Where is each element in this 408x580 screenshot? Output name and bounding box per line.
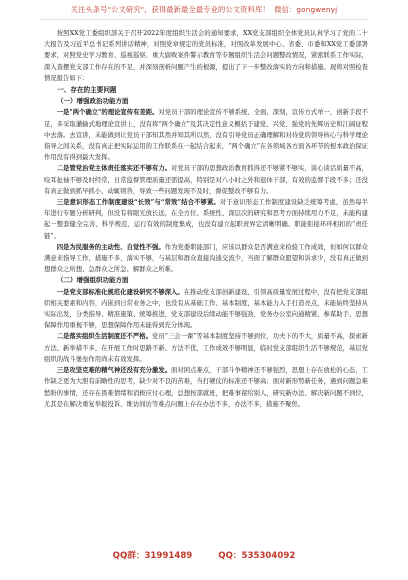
issue-lead: 一是党支部标准化规范化建设研究不够深入。 [56, 288, 184, 296]
document-body [44, 28, 368, 410]
issue-body: 对党员干部的思想政治教育抓得还不够紧不够实，谈心谈话质量不高，咬耳扯袖不够及时经常，日常监督管理质量还需提高，特别是对八小时之外和退休干部，有效的监督手段不多；还没有真正做到抓早抓小、动辄则咎，导致一些问题发现不及时，督促整改不够有力。 [44, 165, 368, 195]
issue-lead: 三是意识形态工作制度建设“长效”与“常效”结合不够紧。 [56, 199, 220, 207]
issue-lead: 二是管党治党主体责任落实还不够有力。 [56, 165, 172, 173]
issue-body: 面对困点难点，干部斗争精神还不够强烈，思想上存在放松的心态，工作缺乏更为大胆有前瞻性的思考，缺少对不良的苦难，当打硬仗的标准还不够高；面对新形势新任务，遇到问题急难愁盼的事情，还存在畏难情绪和消极应付心理，总想按部就班，把难事留给别人，研究新办法、解决新问题不到位，尤其是在解决重复举报投诉、维访间访等难点问题上存在办法不多，办法不多，措施不聚焦。 [44, 367, 368, 408]
issue-paragraph [44, 107, 368, 163]
footer-qq: QQ：535304092 [218, 551, 296, 561]
intro-paragraph: 按照XX党工委组织部关于召开2022年度组织生活会的通知要求，XX党支部组织全体党员认真学习了党的二十大报告及习近平总书记系列讲话精神，对照党章规定的党员标准，对照改革发展中心、省委、市委和XX党工委部署要求，对照党史学习教育、巡视巡察、重大腐败案件警示教育等专题组织生活会问题整改情况，紧密联系工作实际，深入查摆党支部工作存在的不足，并深刻剖析问题产生的根源，提出了下一步整改落实的方向和措施。现将对照检查情况报告如下： [44, 30, 368, 82]
issue-body: 党员“三会一课”等基本制度坚持不够到位，功夫下的不大，质量不高，探索新方法、新举措不多，在开展工作时思路不新、方法不优，工作成效不够明显，临时党支部组织生活不够规范，基层党组织的战斗堡垒作用尚未有效发挥。 [44, 333, 368, 363]
issue-paragraph [44, 365, 368, 410]
issue-paragraph [44, 163, 368, 197]
issue-paragraph [44, 287, 368, 332]
issue-lead: 三是攻坚克难的精气神还没有充分激发。 [56, 367, 172, 375]
issue-body: 对于意识形态工作制度建设缺乏统筹考虑，虽然每半年进行专题分析研判，但没有将眼光放长远，在全方位、系统性、深层次的研究和思考方面持续用力不足，未能构建起一整套健全完善、科学规范、运行有效的制度集成，也没有建立起职责界定清晰明确、职能衔接环环相扣的“责任链”。 [44, 199, 368, 240]
banner-text-right: 微信：gongwenyj [274, 5, 338, 14]
issue-body: 在推动党支部创新建设、引领高质量发展过程中，没有把党支部组织相关要素和内容，内嵌到日常业务之中，也没有从基础工作、基本制度、基本能力入手打造亮点，未能始终坚持从实际出发，分类指导、精准施策、统筹推进，党支部建设后续动能不够强劲，党务办公室向通精紧、参谋助手、思想保障作用重视不够，思想保障作用未能得到充分体现。 [44, 288, 368, 330]
issue-paragraph [44, 197, 368, 242]
top-banner [0, 0, 408, 20]
subsection-heading-organization: （二）增强组织功能方面 [57, 276, 129, 285]
banner-divider [40, 19, 368, 20]
issue-body: 对党员干部的理论宣传不够系统、全面、深刻，宣传方式单一，创新手段不足，多采取灌输式地理论宣讲上，没有将"两个确立"及其决定性意义概括于建党、兴党、强党的先辉历史和江阔征程中去落。去宣讲，未能做到让党员干部知其然并知其所以然，没有引导党员正确理解和对待党的领导核心与科学理论指导之间关系，没有真正把实际运用的工作联系在一起结合起来，“两个确立”在各领域各方面各环节的根本政治保证作用没有得到最大发挥。 [44, 109, 368, 162]
footer-qq-group: QQ群：31991489 [112, 551, 193, 561]
issue-paragraph [44, 242, 368, 276]
issue-lead: 二是落实组织生活制度还不严格。 [56, 333, 152, 341]
section-heading: 一、存在的主要问题 [57, 86, 117, 95]
issue-body: 作为党委职能部门，应该以群众是否满意来检验工作成效，但如何以群众满意来指导工作，措施不多，落实不够，与基层和群众直接沟通交流少，当面了解群众愿望和诉求少，没有真正做到想群众之所想、急群众之所急、解群众之所难。 [44, 243, 368, 274]
issue-lead: 四是为民服务的主动性、自觉性不强。 [56, 243, 165, 251]
subsection-heading-political: （一）增强政治功能方面 [57, 97, 129, 106]
footer-contact [0, 549, 408, 567]
issue-paragraph [44, 331, 368, 365]
banner-separator [271, 6, 274, 15]
issue-lead: 一是"两个确立"的理论宣传有差距。 [56, 109, 159, 117]
banner-text-left: 关注头条号"公文研究"，获得最新最全最专业的公文资料库！ [70, 5, 270, 14]
